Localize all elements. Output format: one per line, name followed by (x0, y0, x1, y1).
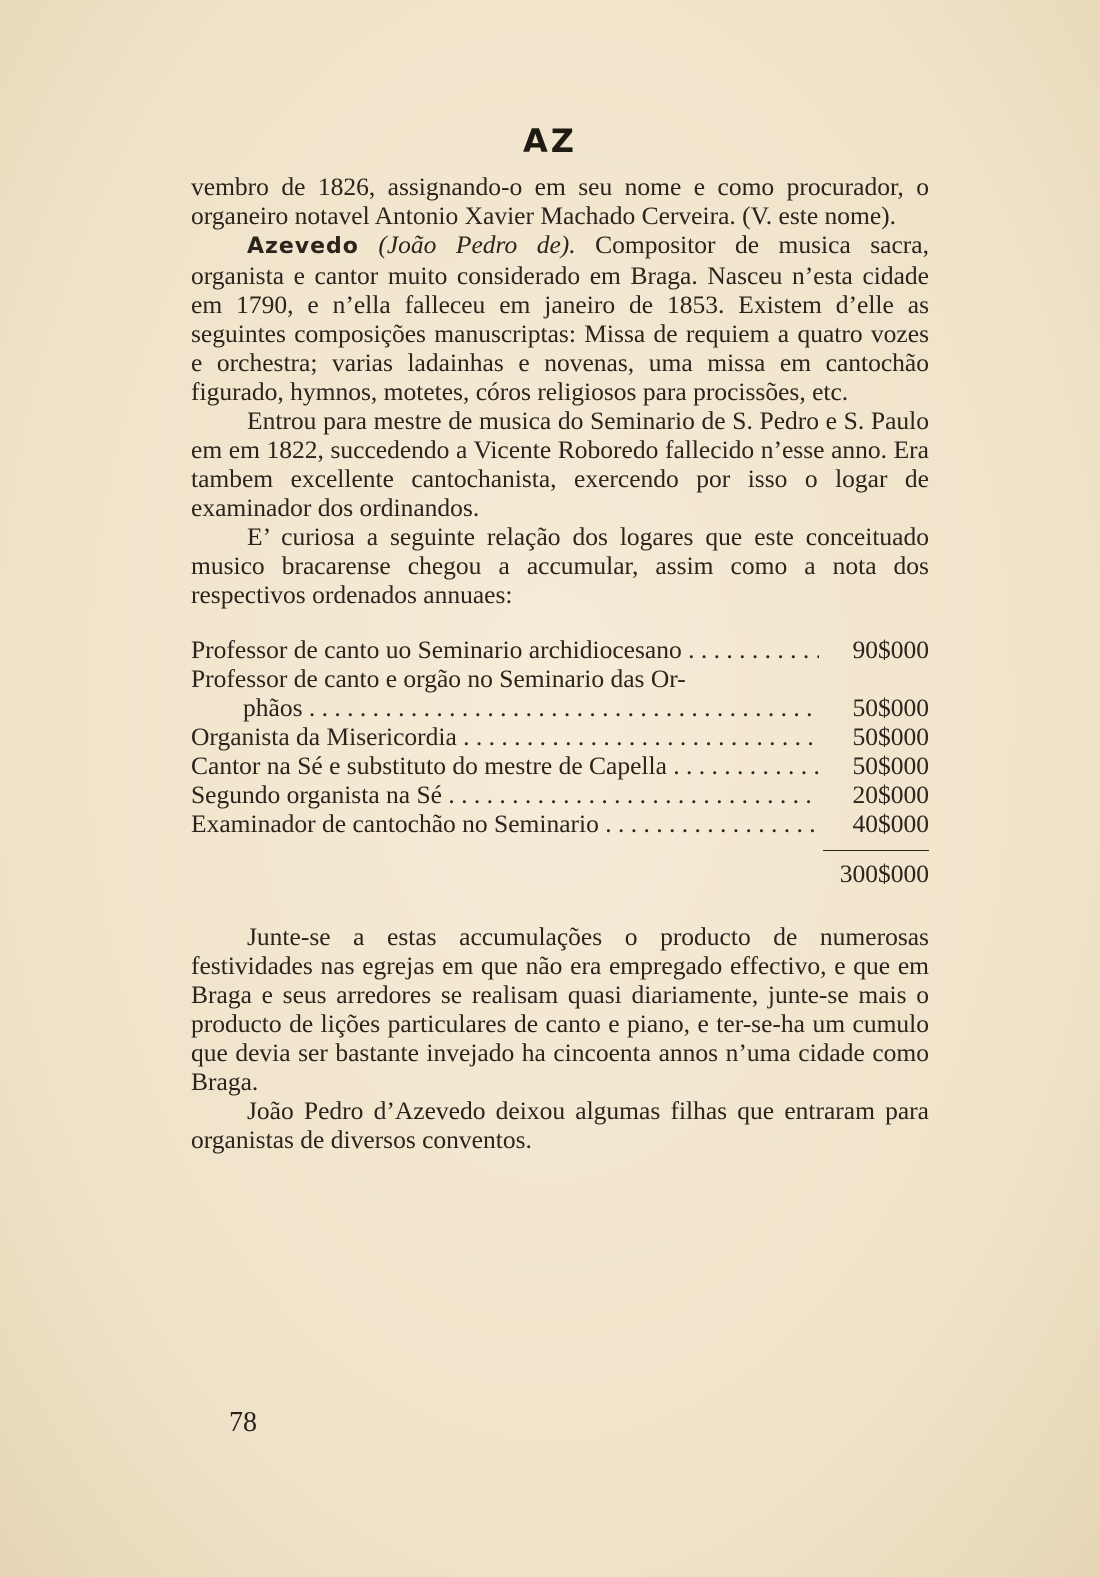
salary-row (191, 809, 929, 838)
salary-total-row (191, 859, 929, 888)
page-body (191, 172, 929, 1154)
salary-label: Professor de canto uo Seminario archidiocesano . . . (191, 635, 819, 664)
salary-amount: 50$000 (852, 722, 929, 751)
paragraph-accumulacoes: Junte-se a estas accumulações o producto de numerosas festividades nas egrejas em que não era empregado effectivo, e que em Braga e seus arredores se realisam quasi diariamente, junte-se mais o producto de lições particulares de canto e piano, e ter-se-ha um cumulo que devia ser bastante invejado ha cincoenta annos n’uma cidade como Braga. (191, 922, 929, 1096)
salary-row-first-line (191, 664, 929, 693)
salary-amount: 50$000 (852, 693, 929, 722)
salary-amount: 50$000 (852, 751, 929, 780)
entry-heading: Azevedo (247, 234, 359, 259)
salary-label: phãos . . . (191, 693, 819, 722)
paragraph-filhas: João Pedro d’Azevedo deixou algumas filhas que entraram para organistas de diversos conventos. (191, 1096, 929, 1154)
entry-text: Compositor de musica sacra, organista e cantor muito considerado em Braga. Nasceu n’esta cidade em 1790, e n’ella falleceu em janeiro de 1853. Existem d’elle as seguintes composições manuscriptas: Missa de requiem a quatro vozes e orchestra; varias ladainhas e novenas, uma missa em cantochão figurado, hymnos, motetes, córos religiosos para procissões, etc. (191, 230, 929, 406)
salary-label: Cantor na Sé e substituto do mestre de Capella . . . (191, 751, 819, 780)
paragraph-continuation: vembro de 1826, assignando-o em seu nome e como procurador, o organeiro notavel Antonio Xavier Machado Cerveira. (V. este nome). (191, 172, 929, 230)
salary-label-line1: Professor de canto e orgão no Seminario das Or- (191, 664, 686, 693)
salary-amount: 90$000 (852, 635, 929, 664)
salary-row (191, 635, 929, 664)
salary-row (191, 693, 929, 722)
total-rule (823, 850, 929, 851)
salary-label: Examinador de cantochão no Seminario . . . (191, 809, 819, 838)
paragraph-entry (191, 230, 929, 406)
salary-row (191, 751, 929, 780)
salary-total: 300$000 (839, 859, 929, 888)
salary-row (191, 780, 929, 809)
salary-amount: 20$000 (852, 780, 929, 809)
salary-label: Organista da Misericordia . . . (191, 722, 819, 751)
running-header: AZ (523, 122, 577, 160)
salary-table (191, 635, 929, 888)
salary-amount: 40$000 (852, 809, 929, 838)
paragraph-relacao: E’ curiosa a seguinte relação dos logares que este conceituado musico bracarense chegou a accumular, assim como a nota dos respectivos ordenados annuaes: (191, 522, 929, 609)
paragraph-seminario: Entrou para mestre de musica do Seminario de S. Pedro e S. Paulo em em 1822, succedendo a Vicente Roboredo fallecido n’esse anno. Era tambem excellente cantochanista, exercendo por isso o logar de examinador dos ordinandos. (191, 406, 929, 522)
salary-row (191, 722, 929, 751)
salary-label: Segundo organista na Sé . . . (191, 780, 819, 809)
page-number: 78 (229, 1407, 257, 1438)
entry-qualifier: (João Pedro de). (378, 230, 576, 259)
